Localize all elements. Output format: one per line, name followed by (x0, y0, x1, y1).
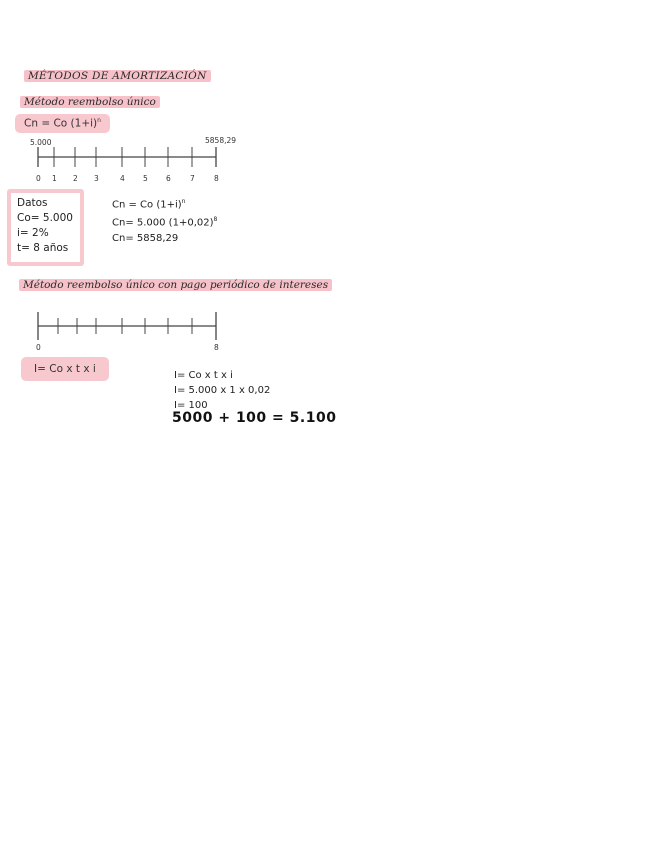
timeline-tick-label: 0 (36, 343, 41, 352)
datos-i: i= 2% (17, 227, 49, 239)
calc1-line2-exp: 8 (213, 216, 218, 224)
page-title: MÉTODOS DE AMORTIZACIÓN (24, 70, 211, 82)
datos-co: Co= 5.000 (17, 212, 73, 224)
section-heading-pago-periodico: Método reembolso único con pago periódico de intereses (19, 279, 332, 291)
calc1-line1: Cn = Co (1+i) (112, 199, 182, 211)
section-heading-reembolso-unico: Método reembolso único (20, 96, 160, 108)
calc-block-2 (174, 368, 270, 413)
timeline-tick-label: 4 (120, 174, 125, 183)
calc2-line3: I= 100 (174, 400, 208, 411)
timeline-1 (0, 0, 655, 200)
timeline-tick-label: 3 (94, 174, 99, 183)
timeline-tick-label: 6 (166, 174, 171, 183)
timeline-tick-label: 8 (214, 343, 219, 352)
datos-label: Datos (17, 197, 48, 209)
calc1-line1-exp: n (181, 198, 186, 205)
timeline-tick-label: 8 (214, 174, 219, 183)
timeline-end-value: 5858,29 (205, 136, 237, 145)
timeline-2 (0, 300, 655, 360)
timeline-tick-label: 0 (36, 174, 41, 183)
formula-text: Cn = Co (1+i) (24, 117, 98, 130)
timeline-tick-label: 7 (190, 174, 195, 183)
calc2-line2: I= 5.000 x 1 x 0,02 (174, 385, 271, 396)
handwritten-result: 5000 + 100 = 5.100 (172, 410, 337, 426)
datos-box (7, 189, 84, 266)
timeline-tick-label: 1 (52, 174, 57, 183)
datos-t: t= 8 años (17, 242, 69, 254)
formula-exponent: n (97, 117, 101, 124)
calc1-line2: Cn= 5.000 (1+0,02) (112, 217, 214, 229)
formula-box-interes: I= Co x t x i (21, 357, 109, 381)
calc-block-1 (112, 194, 217, 246)
timeline-start-value: 5.000 (30, 138, 52, 147)
calc2-line1: I= Co x t x i (174, 370, 233, 381)
timeline-tick-label: 5 (143, 174, 148, 183)
calc1-line3: Cn= 5858,29 (112, 232, 179, 244)
timeline-tick-label: 2 (73, 174, 78, 183)
